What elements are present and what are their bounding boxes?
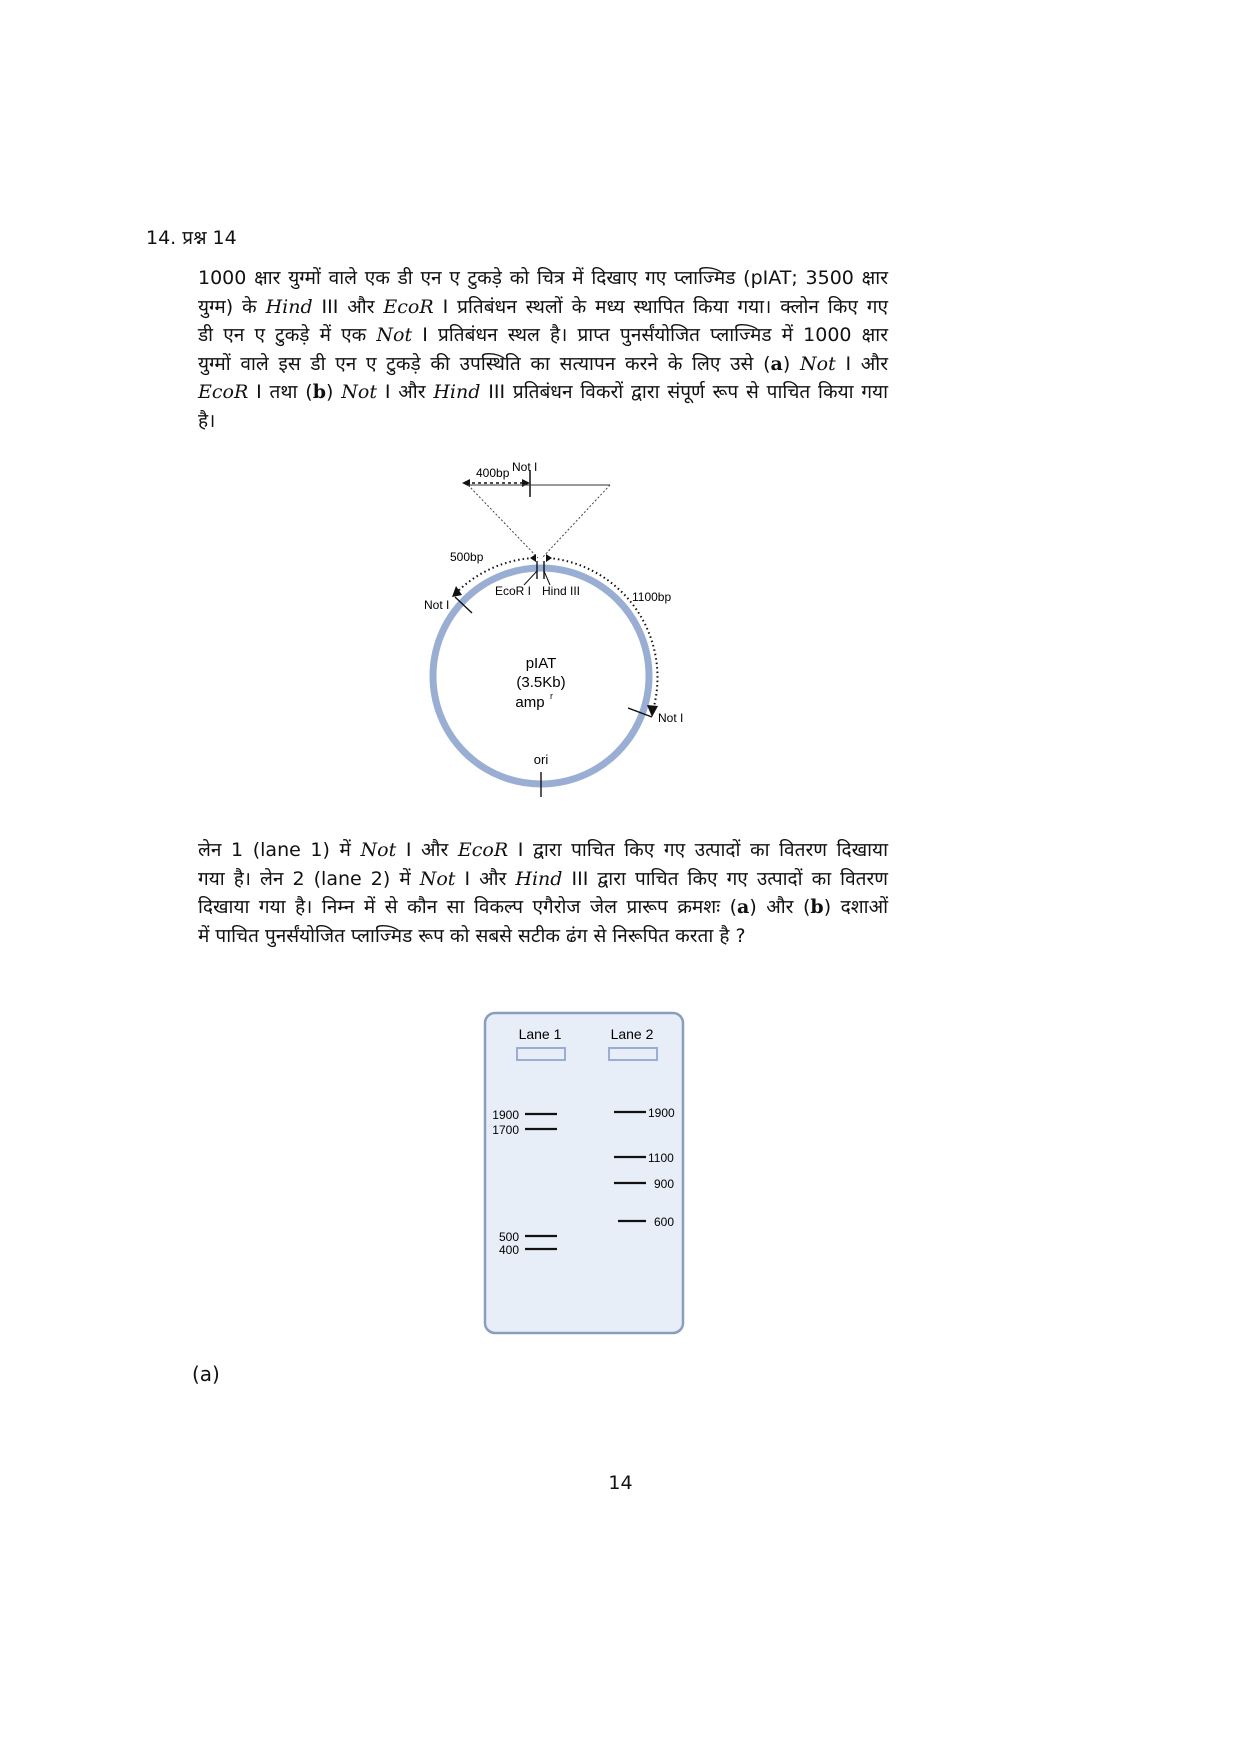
- amp-resistance-label: amp: [515, 694, 545, 711]
- question-number: 14.: [146, 227, 177, 249]
- amp-resistance-sup: r: [550, 691, 553, 701]
- left-distance-label: 500bp: [450, 550, 484, 564]
- left-arc-tail: [530, 554, 536, 562]
- lane1-band-label-500: 500: [498, 1230, 519, 1244]
- insert-left-edge: [468, 485, 538, 558]
- left-site-label: Not I: [424, 598, 450, 612]
- lane2-band-label-900: 900: [654, 1177, 675, 1191]
- question-header: [146, 224, 237, 250]
- lane1-band-label-1700: 1700: [492, 1123, 519, 1137]
- question-title: प्रश्न 14: [182, 227, 237, 249]
- lane1-band-label-1900: 1900: [492, 1108, 519, 1122]
- para1-line-3: डी एन ए टुकड़े में एक Not I प्रतिबंधन स्थल है। प्राप्त पुनर्संयोजित प्लाज्मिड में 1000 क्षार: [198, 324, 888, 346]
- gel-diagram: [482, 1010, 692, 1340]
- right-distance-label: 1100bp: [632, 590, 672, 604]
- para2-line-1: लेन 1 (lane 1) में Not I और EcoR I द्वारा पाचित किए गए उत्पादों का वितरण दिखाया: [198, 839, 888, 861]
- plasmid-size: (3.5Kb): [516, 674, 566, 691]
- ecor-leader: [524, 571, 537, 585]
- plasmid-name: pIAT: [525, 655, 557, 672]
- left-arc-head: [452, 586, 462, 597]
- ori-label: ori: [533, 752, 549, 767]
- arrow-head-right: [522, 479, 530, 487]
- right-site-label: Not I: [658, 711, 684, 725]
- para1-line-4: युग्मों वाले इस डी एन ए टुकड़े की उपस्थिति का सत्यापन करने के लिए उसे (a) Not I और: [198, 352, 889, 375]
- lane2-label: Lane 2: [610, 1026, 654, 1042]
- insert-distance-label: 400bp: [476, 466, 510, 480]
- lane1-label: Lane 1: [518, 1026, 562, 1042]
- instruction-paragraph: [198, 836, 888, 950]
- insert-site-label: Not I: [512, 460, 538, 474]
- ecor-label: EcoR I: [495, 584, 532, 598]
- lane2-band-label-1100: 1100: [648, 1151, 674, 1165]
- hind-label: Hind III: [542, 584, 581, 598]
- lane2-band-label-1900: 1900: [648, 1106, 675, 1120]
- para2-line-4: में पाचित पुनर्संयोजित प्लाज्मिड रूप को सबसे सटीक ढंग से निरूपित करता है ?: [198, 924, 746, 947]
- para1-line-6: है।: [198, 409, 216, 432]
- right-arc-tail: [546, 554, 552, 562]
- para1-line-2: युग्म) के Hind III और EcoR I प्रतिबंधन स्थलों के मध्य स्थापित किया गया। क्लोन किए गए: [198, 295, 888, 318]
- question-paragraph: [198, 264, 888, 435]
- lane2-band-label-600: 600: [654, 1215, 675, 1229]
- para2-line-3: दिखाया गया है। निम्न में से कौन सा विकल्प एगैरोज जेल प्रारूप क्रमशः (a) और (b) दशाओं: [198, 896, 888, 918]
- para2-line-2: गया है। लेन 2 (lane 2) में Not I और Hind III द्वारा पाचित किए गए उत्पादों का वितरण: [198, 867, 888, 890]
- lane1-band-label-400: 400: [498, 1243, 519, 1257]
- hind-leader: [544, 571, 550, 585]
- para1-line-1: 1000 क्षार युग्मों वाले एक डी एन ए टुकड़े को चित्र में दिखाए गए प्लाज्मिड (pIAT; 3500 क्षार: [198, 267, 888, 289]
- insert-right-edge: [542, 485, 610, 558]
- option-label: (a): [192, 1362, 220, 1386]
- plasmid-diagram: [400, 455, 720, 815]
- para1-line-5: EcoR I तथा (b) Not I और Hind III प्रतिबंधन विकरों द्वारा संपूर्ण रूप से पाचित किया गया: [198, 381, 888, 403]
- page-number: 14: [608, 1472, 633, 1494]
